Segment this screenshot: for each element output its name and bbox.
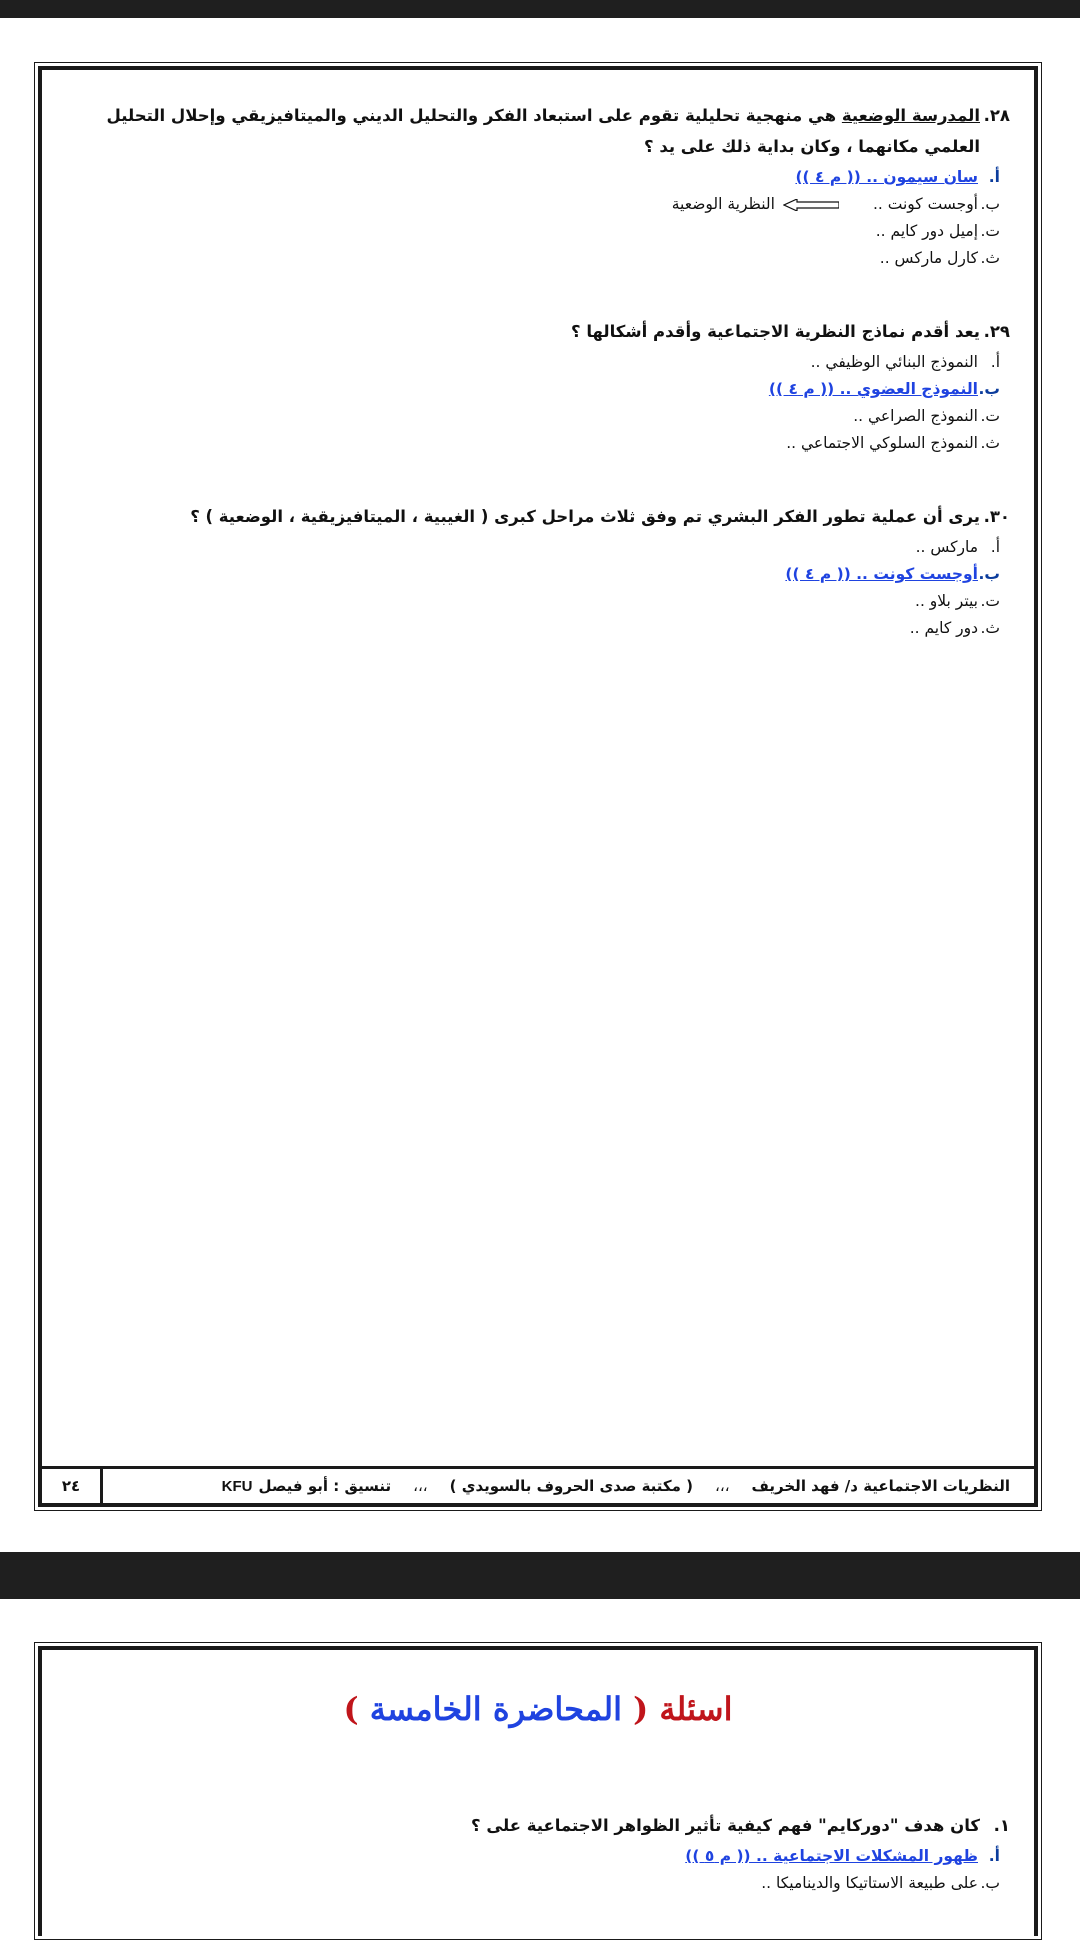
footer-separator: ،،، [715,1477,730,1495]
option-th [62,430,1000,457]
option-letter: ت. [980,592,1000,610]
footer-page-number: ٢٤ [42,1469,103,1503]
option-text: بيتر بلاو .. [915,592,978,610]
title-prefix: اسئلة [659,1690,733,1728]
question-underlined-term: المدرسة الوضعية [841,106,980,125]
option-text: النموذج العضوي .. (( م ٤ )) [768,380,978,398]
option-letter: أ. [988,1847,1000,1865]
option-text: أوجست كونت .. (( م ٤ )) [785,565,978,583]
option-text: كارل ماركس .. [879,249,978,267]
question-number: ٢٨. [983,106,1010,125]
option-t [62,588,1000,615]
option-b-correct [62,561,1000,588]
page-frame-2 [38,1646,1038,1936]
question-28 [62,100,1010,272]
question-text: كان هدف "دوركايم" فهم كيفية تأثير الظواهر الاجتماعية على ؟ [471,1816,980,1835]
question-1 [62,1810,1010,1897]
option-note-text: النظرية الوضعية [671,195,775,213]
question-30 [62,501,1010,642]
question-number: ٣٠. [983,507,1010,526]
option-letter: ب. [978,565,1000,583]
option-letter: ث. [980,434,1000,452]
option-letter: أ. [990,538,1000,556]
arrow-left-icon [783,199,839,211]
question-29 [62,316,1010,457]
title-open-paren: ( [633,1690,649,1728]
page-2-content [42,1810,1034,1941]
option-letter: ب. [978,380,1000,398]
question-30-stem [62,501,1010,532]
option-text: النموذج الصراعي .. [853,407,978,425]
options-list [62,1843,1010,1897]
page-footer [42,1466,1034,1503]
page-frame-1 [38,66,1038,1507]
question-text: يرى أن عملية تطور الفكر البشري تم وفق ثلاث مراحل كبرى ( الغيبية ، الميتافيزيقية ، الوضعية ) ؟ [190,507,980,526]
question-number: ٢٩. [983,322,1010,341]
option-t [62,403,1000,430]
middle-dark-band [0,1552,1080,1599]
option-text: النموذج السلوكي الاجتماعي .. [786,434,978,452]
question-text [62,100,980,162]
option-letter: ب. [980,1874,1000,1892]
option-letter: ت. [980,222,1000,240]
option-text: على طبيعة الاستاتيكا والديناميكا .. [761,1874,978,1892]
option-a-correct [62,1843,1000,1870]
lecture-title [42,1690,1034,1728]
footer-library: ( مكتبة صدى الحروف بالسويدي ) [449,1477,694,1495]
option-letter: ت. [980,407,1000,425]
option-note [672,191,839,218]
options-list [62,534,1010,642]
option-t [62,218,1000,245]
question-1-stem [62,1810,1010,1841]
footer-kfu: KFU [221,1477,253,1495]
options-list [62,349,1010,457]
option-a [62,349,1000,376]
question-text: يعد أقدم نماذج النظرية الاجتماعية وأقدم أشكالها ؟ [571,322,980,341]
page-1-content [42,100,1034,686]
option-letter: أ. [988,168,1000,186]
question-number: ١. [993,1816,1010,1835]
option-text: النموذج البنائي الوظيفي .. [810,353,978,371]
footer-coordinator: تنسيق : أبو فيصل [258,1477,392,1495]
question-28-stem [62,100,1010,162]
option-a [62,534,1000,561]
option-b [62,191,1000,218]
option-th [62,615,1000,642]
option-text: ظهور المشكلات الاجتماعية .. (( م ٥ )) [685,1847,978,1865]
option-letter: ب. [980,195,1000,213]
option-th [62,245,1000,272]
footer-separator: ،،، [413,1477,428,1495]
option-a-correct [62,164,1000,191]
option-text: ماركس .. [915,538,978,556]
option-letter: ث. [980,249,1000,267]
option-text: إميل دور كايم .. [875,222,978,240]
question-29-stem [62,316,1010,347]
option-b-correct [62,376,1000,403]
option-b [62,1870,1000,1897]
option-text: سان سيمون .. (( م ٤ )) [795,168,978,186]
title-close-paren: ) [343,1690,359,1728]
option-text: دور كايم .. [909,619,978,637]
option-letter: ث. [980,619,1000,637]
top-dark-band [0,0,1080,18]
options-list [62,164,1010,272]
option-letter: أ. [990,353,1000,371]
footer-course-title: النظريات الاجتماعية د/ فهد الخريف [751,1477,1010,1495]
title-inner: المحاضرة الخامسة [369,1690,622,1728]
option-text: أوجست كونت .. [872,195,978,213]
question-text-rest: هي منهجية تحليلية تقوم على استبعاد الفكر والتحليل الديني والميتافيزيقي وإحلال التحليل العلمي مكانهما ، وكان بداية ذلك على يد ؟ [106,106,980,156]
